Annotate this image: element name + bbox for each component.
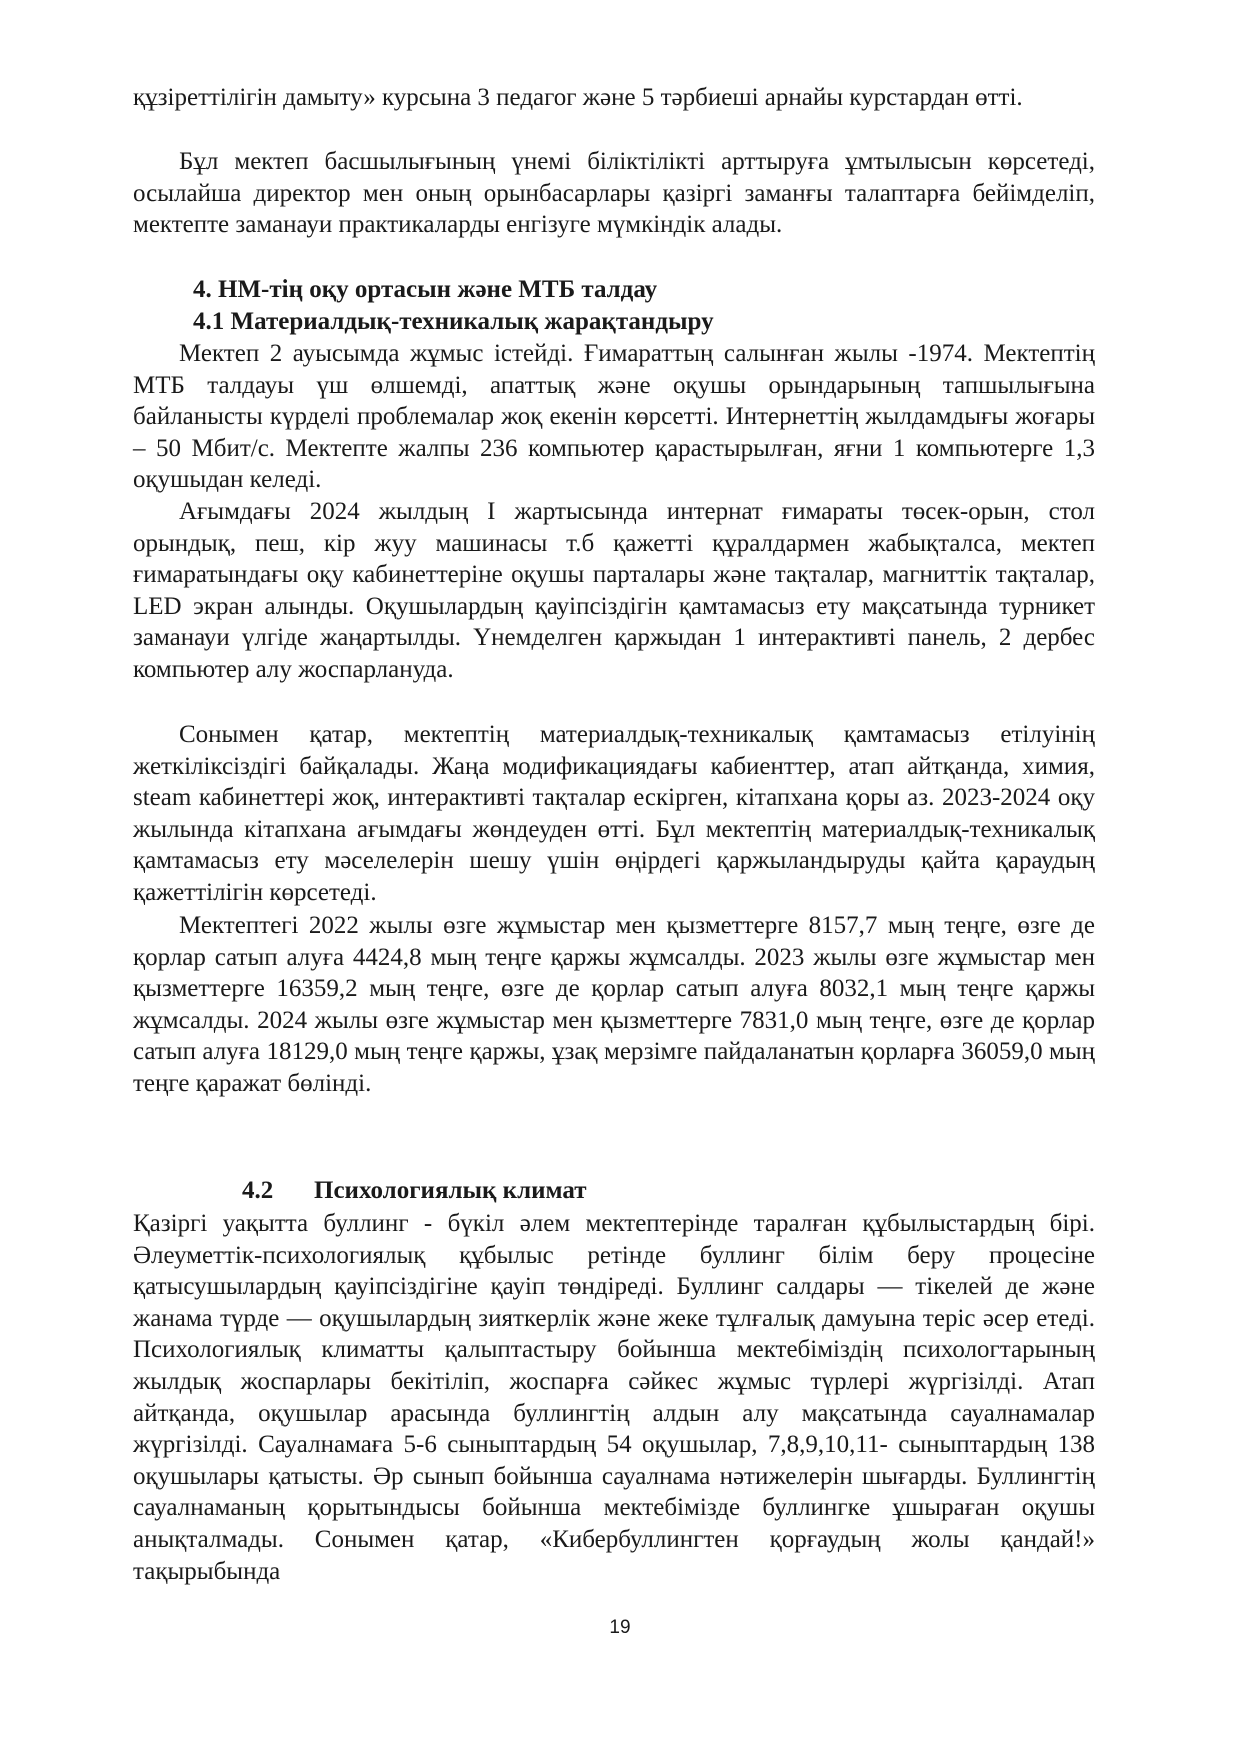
section-heading-4-2	[242, 1175, 587, 1207]
paragraph-leadership: Бұл мектеп басшылығының үнемі біліктілікті арттыруға ұмтылысын көрсетеді, осылайша директор мен оның орынбасарлары қазіргі заманғы талаптарға бейімделіп, мектепте заманауи практикаларды енгізуге мүмкіндік алады.	[133, 148, 1095, 239]
paragraph-2024-equipment: Ағымдағы 2024 жылдың I жартысында интернат ғимараты төсек-орын, стол орындық, пеш, кір жуу машинасы т.б қажетті құралдармен жабықталса, мектеп ғимаратындағы оқу кабинеттеріне оқушы парталары және тақталар, магниттік тақталар, LED экран алынды. Оқушылардың қауіпсіздігін қамтамасыз ету мақсатында турникет заманауи үлгіде жаңартылды. Үнемделген қаржыдан 1 интерактивті панель, 2 дербес компьютер алу жоспарлануда.	[133, 498, 1095, 683]
section-title: Психологиялық климат	[314, 1177, 587, 1204]
paragraph-expenses: Мектептегі 2022 жылы өзге жұмыстар мен қызметтерге 8157,7 мың теңге, өзге де қорлар сатып алуға 4424,8 мың теңге қаржы жұмсалды. 2023 жылы өзге жұмыстар мен қызметтерге 16359,2 мың теңге, өзге де қорлар сатып алуға 8032,1 мың теңге қаржы жұмсалды. 2024 жылы өзге жұмыстар мен қызметтерге 7831,0 мың теңге, өзге де қорлар сатып алуға 18129,0 мың теңге қаржы, ұзақ мерзімге пайдаланатын қорларға 36059,0 мың теңге қаражат бөлінді.	[133, 912, 1095, 1097]
section-heading-4: 4. НМ-тің оқу ортасын және МТБ талдау	[193, 276, 658, 303]
paragraph-courses: құзіреттілігін дамыту» курсына 3 педагог және 5 тәрбиеші арнайы курстардан өтті.	[133, 84, 1023, 111]
paragraph-bullying: Қазіргі уақытта буллинг - бүкіл әлем мектептерінде таралған құбылыстардың бірі. Әлеуметтік-психологиялық құбылыс ретінде буллинг білім беру процесіне қатысушылардың қауіпсіздігіне қауіп төндіреді. Буллинг салдары — тікелей де және жанама түрде — оқушылардың зияткерлік және жеке тұлғалық дамуына теріс әсер етеді. Психологиялық климатты қалыптастыру бойынша мектебіміздің психологтарының жылдық жоспарлары бекітіліп, жоспарға сәйкес жұмыс түрлері жүргізілді. Атап айтқанда, оқушылар арасында буллингтің алдын алу мақсатында сауалнамалар жүргізілді. Сауалнамаға 5-6 сыныптардың 54 оқушылар, 7,8,9,10,11- сыныптардың 138 оқушылары қатысты. Әр сынып бойынша сауалнама нәтижелерін шығарды. Буллингтің сауалнаманың қорытындысы бойынша мектебімізде буллингке ұшыраған оқушы анықталмады. Сонымен қатар, «Кибербуллингтен қорғаудың жолы қандай!» тақырыбында	[133, 1210, 1095, 1585]
section-number: 4.2	[242, 1177, 274, 1204]
section-heading-4-1: 4.1 Материалдық-техникалық жарақтандыру	[193, 308, 714, 335]
paragraph-shortcomings: Сонымен қатар, мектептің материалдық-техникалық қамтамасыз етілуінің жеткіліксіздігі байқалады. Жаңа модификациядағы кабиенттер, атап айтқанда, химия, steam кабинеттері жоқ, интерактивті тақталар ескірген, кітапхана қоры аз. 2023-2024 оқу жылында кітапхана ағымдағы жөндеуден өтті. Бұл мектептің материалдық-техникалық қамтамасыз ету мәселелерін шешу үшін өңірдегі қаржыландыруды қайта қараудың қажеттілігін көрсетеді.	[133, 721, 1095, 906]
paragraph-mtb-analysis: Мектеп 2 ауысымда жұмыс істейді. Ғимараттың салынған жылы -1974. Мектептің МТБ талдауы үш өлшемді, апаттық және оқушы орындарының тапшылығына байланысты күрделі проблемалар жоқ екенін көрсетті. Интернеттің жылдамдығы жоғары – 50 Мбит/с. Мектепте жалпы 236 компьютер қарастырылған, яғни 1 компьютерге 1,3 оқушыдан келеді.	[133, 340, 1095, 494]
page-number: 19	[609, 1617, 631, 1638]
